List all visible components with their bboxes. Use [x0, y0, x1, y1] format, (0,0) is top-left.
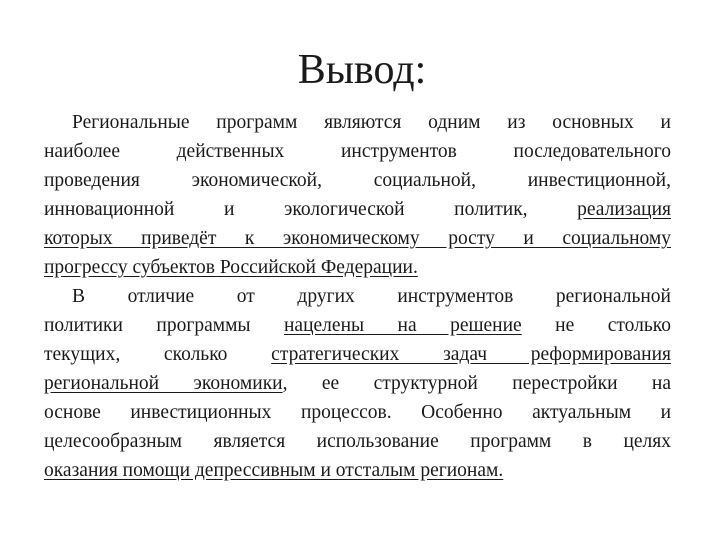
- text-line: [44, 369, 671, 398]
- text-line: [44, 456, 671, 485]
- text-line: [44, 282, 671, 311]
- text-line: [44, 398, 671, 427]
- underlined-text: реализация: [577, 199, 671, 220]
- underlined-text: региональной экономики: [44, 373, 283, 394]
- underlined-text: которых приведёт к экономическому росту и социальному: [44, 228, 671, 249]
- text-line: [44, 340, 671, 369]
- text-segment: политики программы: [44, 315, 284, 336]
- underlined-text: оказания помощи депрессивным и отсталым регионам.: [44, 460, 504, 481]
- text-segment: наиболее действенных инструментов последовательного: [44, 141, 671, 162]
- text-line: [44, 166, 671, 195]
- text-segment: проведения экономической, социальной, инвестиционной,: [44, 170, 671, 191]
- slide-title: Вывод:: [297, 47, 427, 93]
- text-line: [44, 137, 671, 166]
- paragraph-1: [44, 108, 671, 282]
- text-line: [44, 195, 671, 224]
- text-line: [44, 427, 671, 456]
- text-segment: В отличие от других инструментов региональной: [72, 286, 671, 307]
- text-line: [44, 224, 671, 253]
- underlined-text: стратегических задач реформирования: [271, 344, 671, 365]
- text-line: [44, 253, 671, 282]
- text-line: [44, 311, 671, 340]
- text-segment: инновационной и экологической политик,: [44, 199, 578, 220]
- text-line: [44, 108, 671, 137]
- text-segment: основе инвестиционных процессов. Особенно актуальным и: [44, 402, 671, 423]
- paragraph-2: [44, 282, 671, 485]
- text-segment: Региональные программ являются одним из основных и: [72, 112, 671, 133]
- slide-body: [44, 108, 671, 485]
- text-segment: текущих, сколько: [44, 344, 272, 365]
- text-segment: не столько: [521, 315, 671, 336]
- text-segment: целесообразным является использование программ в целях: [44, 431, 671, 452]
- underlined-text: нацелены на решение: [284, 315, 522, 336]
- text-segment: , ее структурной перестройки на: [282, 373, 671, 394]
- underlined-text: прогрессу субъектов Российской Федерации.: [44, 257, 418, 278]
